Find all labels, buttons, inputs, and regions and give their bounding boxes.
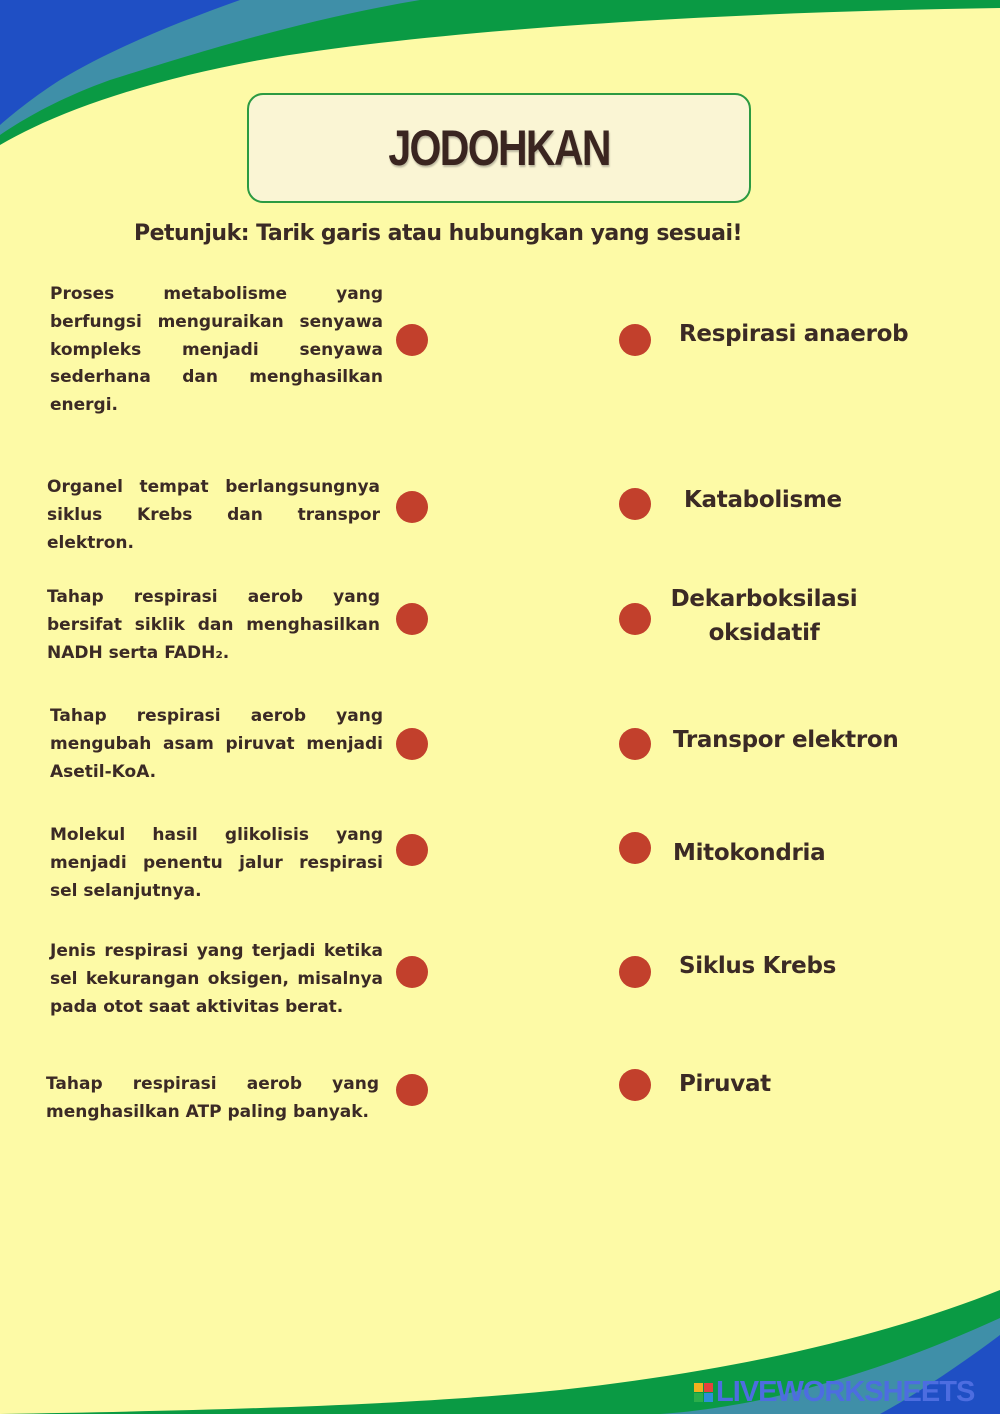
answer-text-7: Piruvat	[679, 1071, 771, 1097]
answer-text-3: Dekarboksilasi oksidatif	[670, 586, 858, 646]
answer-dot-2[interactable]	[619, 488, 651, 520]
question-dot-5[interactable]	[396, 834, 428, 866]
answer-text-6: Siklus Krebs	[679, 953, 837, 979]
question-text-4: Tahap respirasi aerob yang mengubah asam piruvat menjadi Asetil-KoA.	[50, 706, 383, 782]
logo-text: LIVEWORKSHEETS	[716, 1376, 975, 1408]
question-text-7: Tahap respirasi aerob yang menghasilkan ATP paling banyak.	[46, 1074, 379, 1122]
question-dot-3[interactable]	[396, 603, 428, 635]
question-text-3: Tahap respirasi aerob yang bersifat siklik dan menghasilkan NADH serta FADH₂.	[47, 587, 380, 663]
instruction-text: Petunjuk: Tarik garis atau hubungkan yang sesuai!	[134, 221, 743, 246]
question-dot-7[interactable]	[396, 1074, 428, 1106]
answer-text-1: Respirasi anaerob	[679, 321, 909, 347]
question-dot-2[interactable]	[396, 491, 428, 523]
answer-dot-4[interactable]	[619, 728, 651, 760]
page-title: JODOHKAN	[388, 120, 610, 176]
logo-icon	[694, 1383, 713, 1402]
liveworksheets-logo	[694, 1376, 974, 1409]
title-box	[247, 93, 751, 203]
answer-dot-6[interactable]	[619, 956, 651, 988]
answer-dot-1[interactable]	[619, 324, 651, 356]
question-dot-6[interactable]	[396, 956, 428, 988]
question-dot-1[interactable]	[396, 324, 428, 356]
question-text-1: Proses metabolisme yang berfungsi menguraikan senyawa kompleks menjadi senyawa sederhana dan menghasilkan energi.	[50, 284, 383, 416]
answer-dot-3[interactable]	[619, 603, 651, 635]
answer-text-4: Transpor elektron	[673, 727, 899, 753]
question-text-5: Molekul hasil glikolisis yang menjadi penentu jalur respirasi sel selanjutnya.	[50, 825, 383, 901]
question-dot-4[interactable]	[396, 728, 428, 760]
answer-dot-5[interactable]	[619, 832, 651, 864]
answer-text-2: Katabolisme	[684, 487, 842, 513]
question-text-2: Organel tempat berlangsungnya siklus Krebs dan transpor elektron.	[47, 477, 380, 553]
answer-text-5: Mitokondria	[673, 840, 826, 866]
question-text-6: Jenis respirasi yang terjadi ketika sel kekurangan oksigen, misalnya pada otot saat aktivitas berat.	[50, 941, 383, 1017]
answer-dot-7[interactable]	[619, 1069, 651, 1101]
